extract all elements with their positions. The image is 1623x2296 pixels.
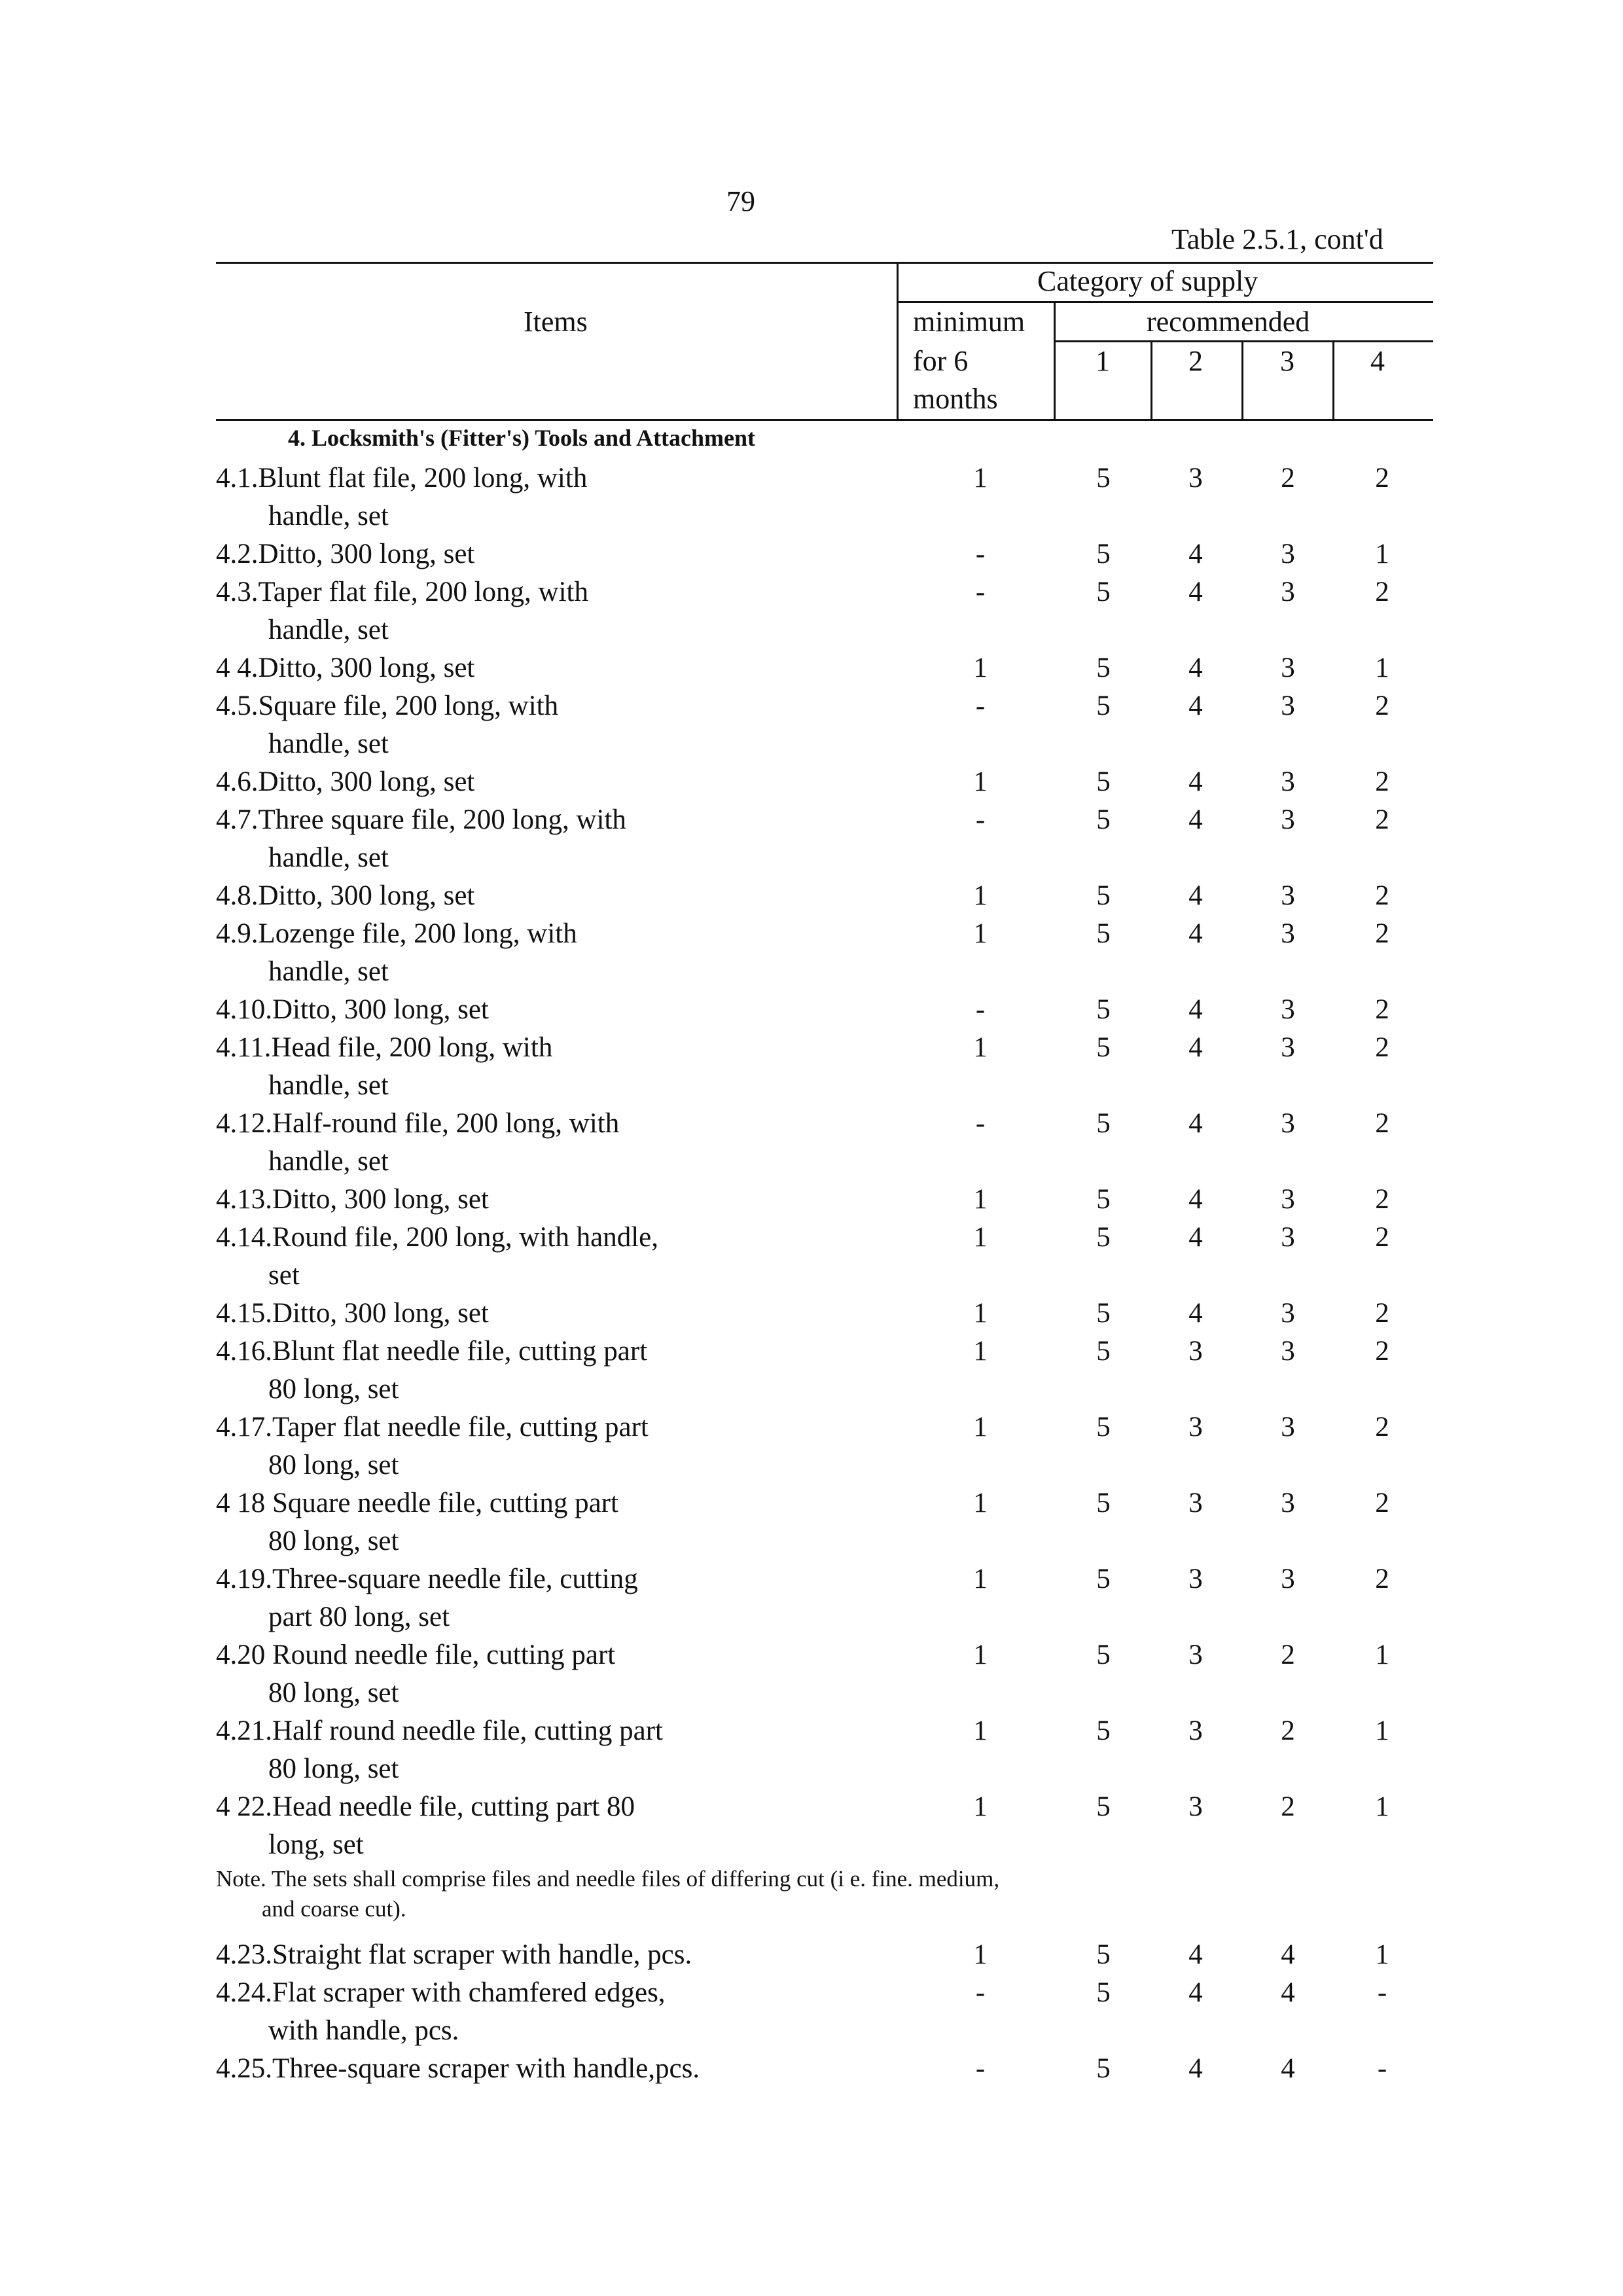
recommended-cat1-value: 5 — [1096, 1032, 1111, 1063]
item-description — [216, 1484, 805, 1560]
recommended-cat3-value: 4 — [1281, 2053, 1295, 2084]
recommended-cat4-value: 2 — [1375, 766, 1389, 797]
minimum-value: 1 — [973, 918, 988, 949]
item-line: 4.8.Ditto, 300 long, set — [216, 880, 475, 911]
item-line: handle, set — [268, 728, 389, 759]
item-line: 4 4.Ditto, 300 long, set — [216, 653, 475, 683]
recommended-cat2-value: 4 — [1188, 2053, 1203, 2084]
page-number: 79 — [726, 185, 755, 217]
item-description — [216, 1712, 805, 1788]
item-line: 4.23.Straight flat scraper with handle, pcs. — [216, 1939, 692, 1970]
recommended-cat2-value: 3 — [1188, 1412, 1203, 1443]
recommended-cat1-value: 5 — [1096, 1184, 1111, 1215]
table-top-rule — [216, 262, 1433, 264]
item-description — [216, 1295, 805, 1333]
minimum-value: - — [975, 577, 986, 607]
recommended-cat2-value: 4 — [1188, 766, 1203, 797]
minimum-value: - — [975, 994, 986, 1025]
item-description — [216, 1333, 805, 1408]
recommended-cat3-value: 3 — [1281, 804, 1295, 835]
table-reference: Table 2.5.1, cont'd — [1171, 223, 1383, 255]
recommended-cat2-value: 4 — [1188, 918, 1203, 949]
recommended-cat4-value: - — [1377, 2053, 1387, 2084]
table-row — [216, 1974, 1459, 2050]
table-row — [216, 1936, 1459, 1974]
item-line: handle, set — [268, 1070, 389, 1101]
recommended-cat4-value: 2 — [1375, 918, 1389, 949]
recommended-cat4-value: 2 — [1375, 1222, 1389, 1253]
minimum-value: 1 — [973, 1488, 988, 1518]
recommended-cat3-value: 3 — [1281, 1108, 1295, 1139]
item-line: part 80 long, set — [268, 1602, 450, 1632]
recommended-cat1-value: 5 — [1096, 539, 1111, 569]
recommended-cat1-value: 5 — [1096, 1488, 1111, 1518]
recommended-cat4-value: 1 — [1375, 1791, 1389, 1822]
recommended-cat3-value: 3 — [1281, 691, 1295, 721]
recommended-cat4-value: 1 — [1375, 539, 1389, 569]
recommended-cat3-value: 3 — [1281, 1032, 1295, 1063]
recommended-cat2-value: 3 — [1188, 1564, 1203, 1594]
items-divider — [897, 262, 899, 421]
recommended-cat2-value: 3 — [1188, 1715, 1203, 1746]
item-description — [216, 1936, 805, 1974]
table-note — [216, 1864, 999, 1924]
recommended-cat4-value: 2 — [1375, 1488, 1389, 1518]
table-row — [216, 649, 1459, 687]
recommended-cat1-value: 5 — [1096, 1977, 1111, 2008]
table-row — [216, 1484, 1459, 1560]
table-row — [216, 573, 1459, 649]
item-line: 4.12.Half-round file, 200 long, with — [216, 1108, 620, 1139]
recommended-cat1-value: 5 — [1096, 1412, 1111, 1443]
recommended-cat4-value: 1 — [1375, 1715, 1389, 1746]
recommended-cat2-value: 3 — [1188, 1336, 1203, 1367]
table-row — [216, 877, 1459, 915]
item-line: 4 22.Head needle file, cutting part 80 — [216, 1791, 635, 1822]
item-description — [216, 1560, 805, 1636]
recommended-cat4-value: 2 — [1375, 1298, 1389, 1329]
item-description — [216, 1219, 805, 1295]
column-4-header: 4 — [1370, 345, 1385, 377]
item-line: handle, set — [268, 956, 389, 987]
item-line: handle, set — [268, 615, 389, 645]
minimum-header-line2: for 6 — [913, 345, 969, 377]
table-row — [216, 1408, 1459, 1484]
minimum-value: 1 — [973, 1564, 988, 1594]
recommended-cat3-value: 3 — [1281, 1412, 1295, 1443]
minimum-value: 1 — [973, 1184, 988, 1215]
recommended-cat2-value: 4 — [1188, 804, 1203, 835]
recommended-cat4-value: 2 — [1375, 1108, 1389, 1139]
table-row — [216, 535, 1459, 573]
recommended-cat4-value: 2 — [1375, 577, 1389, 607]
recommended-cat2-value: 3 — [1188, 463, 1203, 493]
table-row — [216, 915, 1459, 991]
item-description — [216, 763, 805, 801]
item-line: 4.13.Ditto, 300 long, set — [216, 1184, 489, 1215]
recommended-cat4-value: 2 — [1375, 1032, 1389, 1063]
item-line: 4.3.Taper flat file, 200 long, with — [216, 577, 588, 607]
item-line: 4.1.Blunt flat file, 200 long, with — [216, 463, 588, 493]
table-row — [216, 1029, 1459, 1105]
item-line: 80 long, set — [268, 1753, 399, 1784]
minimum-value: 1 — [973, 1715, 988, 1746]
column-3-header: 3 — [1280, 345, 1294, 377]
table-row — [216, 459, 1459, 535]
item-description — [216, 687, 805, 763]
item-description — [216, 877, 805, 915]
table-row — [216, 1219, 1459, 1295]
item-description — [216, 2050, 805, 2088]
item-description — [216, 535, 805, 573]
recommended-cat4-value: 2 — [1375, 463, 1389, 493]
item-description — [216, 459, 805, 535]
section-heading: 4. Locksmith's (Fitter's) Tools and Attachment — [288, 425, 756, 451]
table-row — [216, 1333, 1459, 1408]
item-line: long, set — [268, 1829, 364, 1860]
minimum-value: - — [975, 539, 986, 569]
table-row — [216, 687, 1459, 763]
item-line: 80 long, set — [268, 1526, 399, 1556]
recommended-cat1-value: 5 — [1096, 1108, 1111, 1139]
table-row — [216, 1788, 1459, 1864]
item-line: 4.20 Round needle file, cutting part — [216, 1640, 616, 1670]
category-rule — [897, 301, 1433, 303]
item-description — [216, 801, 805, 877]
item-line: 4.25.Three-square scraper with handle,pcs. — [216, 2053, 700, 2084]
item-line: 4.24.Flat scraper with chamfered edges, — [216, 1977, 666, 2008]
recommended-rule — [1054, 340, 1433, 342]
recommended-cat3-value: 3 — [1281, 994, 1295, 1025]
recommended-cat3-value: 2 — [1281, 1791, 1295, 1822]
category-of-supply-header: Category of supply — [1037, 265, 1258, 297]
item-description — [216, 991, 805, 1029]
recommended-cat2-value: 3 — [1188, 1488, 1203, 1518]
recommended-cat1-value: 5 — [1096, 1939, 1111, 1970]
recommended-cat1-value: 5 — [1096, 1715, 1111, 1746]
recommended-cat3-value: 3 — [1281, 653, 1295, 683]
table-row — [216, 1181, 1459, 1219]
recommended-cat1-value: 5 — [1096, 653, 1111, 683]
recommended-cat2-value: 4 — [1188, 1298, 1203, 1329]
recommended-cat3-value: 3 — [1281, 1298, 1295, 1329]
item-line: 4.6.Ditto, 300 long, set — [216, 766, 475, 797]
recommended-header: recommended — [1147, 306, 1310, 338]
item-description — [216, 1029, 805, 1105]
recommended-cat4-value: 2 — [1375, 1564, 1389, 1594]
minimum-value: 1 — [973, 1032, 988, 1063]
recommended-cat2-value: 4 — [1188, 577, 1203, 607]
table-row — [216, 801, 1459, 877]
minimum-value: 1 — [973, 1412, 988, 1443]
item-line: handle, set — [268, 842, 389, 873]
recommended-cat3-value: 3 — [1281, 577, 1295, 607]
recommended-cat4-value: 2 — [1375, 994, 1389, 1025]
recommended-cat3-value: 3 — [1281, 1184, 1295, 1215]
item-description — [216, 915, 805, 991]
minimum-value: 1 — [973, 880, 988, 911]
recommended-cat3-value: 3 — [1281, 766, 1295, 797]
recommended-cat3-value: 3 — [1281, 1222, 1295, 1253]
recommended-cat3-value: 3 — [1281, 1336, 1295, 1367]
table-row — [216, 2050, 1459, 2088]
table-row — [216, 1636, 1459, 1712]
header-bottom-rule — [216, 419, 1433, 421]
item-line: 4.5.Square file, 200 long, with — [216, 691, 559, 721]
recommended-cat1-value: 5 — [1096, 918, 1111, 949]
item-line: with handle, pcs. — [268, 2015, 459, 2046]
item-line: 4.9.Lozenge file, 200 long, with — [216, 918, 577, 949]
recommended-cat2-value: 4 — [1188, 691, 1203, 721]
item-description — [216, 1105, 805, 1181]
item-line: 80 long, set — [268, 1450, 399, 1480]
recommended-cat1-value: 5 — [1096, 2053, 1111, 2084]
minimum-divider — [1054, 301, 1056, 421]
item-line: 4.2.Ditto, 300 long, set — [216, 539, 475, 569]
recommended-cat2-value: 4 — [1188, 1222, 1203, 1253]
items-header: Items — [524, 306, 588, 338]
recommended-cat4-value: 2 — [1375, 1184, 1389, 1215]
recommended-cat2-value: 3 — [1188, 1640, 1203, 1670]
item-line: set — [268, 1260, 300, 1291]
recommended-cat1-value: 5 — [1096, 1222, 1111, 1253]
minimum-value: 1 — [973, 1222, 988, 1253]
recommended-cat1-value: 5 — [1096, 880, 1111, 911]
minimum-value: - — [975, 691, 986, 721]
col1-col2-divider — [1150, 340, 1152, 421]
recommended-cat4-value: 1 — [1375, 653, 1389, 683]
minimum-value: - — [975, 1977, 986, 2008]
note-line-1: Note. The sets shall comprise files and needle files of differing cut (i e. fine. medium, — [216, 1866, 1000, 1892]
note-line-2: and coarse cut). — [262, 1896, 406, 1922]
recommended-cat4-value: 1 — [1375, 1939, 1389, 1970]
recommended-cat3-value: 3 — [1281, 539, 1295, 569]
recommended-cat2-value: 4 — [1188, 1108, 1203, 1139]
minimum-value: 1 — [973, 463, 988, 493]
recommended-cat4-value: 2 — [1375, 804, 1389, 835]
item-description — [216, 1408, 805, 1484]
table-row — [216, 991, 1459, 1029]
column-1-header: 1 — [1096, 345, 1110, 377]
recommended-cat2-value: 4 — [1188, 994, 1203, 1025]
table-row — [216, 763, 1459, 801]
item-description — [216, 649, 805, 687]
item-line: 80 long, set — [268, 1677, 399, 1708]
recommended-cat3-value: 3 — [1281, 918, 1295, 949]
recommended-cat4-value: 2 — [1375, 1336, 1389, 1367]
item-line: 4.17.Taper flat needle file, cutting part — [216, 1412, 649, 1443]
item-line: 4.21.Half round needle file, cutting part — [216, 1715, 664, 1746]
recommended-cat1-value: 5 — [1096, 766, 1111, 797]
recommended-cat2-value: 4 — [1188, 539, 1203, 569]
recommended-cat2-value: 4 — [1188, 1977, 1203, 2008]
recommended-cat4-value: 2 — [1375, 691, 1389, 721]
recommended-cat1-value: 5 — [1096, 804, 1111, 835]
minimum-value: 1 — [973, 653, 988, 683]
minimum-value: 1 — [973, 1640, 988, 1670]
minimum-value: 1 — [973, 766, 988, 797]
minimum-header-line3: months — [913, 383, 998, 415]
table-row — [216, 1105, 1459, 1181]
recommended-cat3-value: 2 — [1281, 463, 1295, 493]
recommended-cat3-value: 3 — [1281, 1488, 1295, 1518]
item-line: 4.7.Three square file, 200 long, with — [216, 804, 626, 835]
recommended-cat1-value: 5 — [1096, 577, 1111, 607]
recommended-cat1-value: 5 — [1096, 1640, 1111, 1670]
recommended-cat4-value: 2 — [1375, 1412, 1389, 1443]
recommended-cat2-value: 4 — [1188, 880, 1203, 911]
minimum-value: - — [975, 1108, 986, 1139]
minimum-value: 1 — [973, 1336, 988, 1367]
recommended-cat3-value: 4 — [1281, 1939, 1295, 1970]
recommended-cat1-value: 5 — [1096, 994, 1111, 1025]
minimum-value: - — [975, 804, 986, 835]
item-description — [216, 1788, 805, 1864]
recommended-cat1-value: 5 — [1096, 463, 1111, 493]
recommended-cat2-value: 4 — [1188, 1184, 1203, 1215]
recommended-cat4-value: - — [1377, 1977, 1387, 2008]
item-description — [216, 1974, 805, 2050]
recommended-cat4-value: 2 — [1375, 880, 1389, 911]
recommended-cat1-value: 5 — [1096, 1791, 1111, 1822]
item-line: 4.11.Head file, 200 long, with — [216, 1032, 553, 1063]
recommended-cat3-value: 2 — [1281, 1715, 1295, 1746]
col2-col3-divider — [1241, 340, 1243, 421]
item-line: handle, set — [268, 501, 389, 531]
recommended-cat1-value: 5 — [1096, 1336, 1111, 1367]
recommended-cat1-value: 5 — [1096, 691, 1111, 721]
recommended-cat2-value: 4 — [1188, 653, 1203, 683]
item-line: handle, set — [268, 1146, 389, 1177]
recommended-cat3-value: 2 — [1281, 1640, 1295, 1670]
item-line: 4 18 Square needle file, cutting part — [216, 1488, 618, 1518]
item-line: 4.15.Ditto, 300 long, set — [216, 1298, 489, 1329]
item-line: 4.10.Ditto, 300 long, set — [216, 994, 489, 1025]
recommended-cat3-value: 3 — [1281, 1564, 1295, 1594]
minimum-value: 1 — [973, 1298, 988, 1329]
recommended-cat3-value: 4 — [1281, 1977, 1295, 2008]
minimum-value: 1 — [973, 1791, 988, 1822]
recommended-cat2-value: 4 — [1188, 1939, 1203, 1970]
column-2-header: 2 — [1188, 345, 1203, 377]
recommended-cat2-value: 3 — [1188, 1791, 1203, 1822]
item-description — [216, 573, 805, 649]
table-row — [216, 1295, 1459, 1333]
recommended-cat2-value: 4 — [1188, 1032, 1203, 1063]
item-line: 80 long, set — [268, 1374, 399, 1405]
col3-col4-divider — [1332, 340, 1334, 421]
item-line: 4.14.Round file, 200 long, with handle, — [216, 1222, 658, 1253]
minimum-header-line1: minimum — [913, 306, 1026, 338]
item-line: 4.19.Three-square needle file, cutting — [216, 1564, 638, 1594]
item-line: 4.16.Blunt flat needle file, cutting part — [216, 1336, 648, 1367]
item-description — [216, 1636, 805, 1712]
minimum-value: 1 — [973, 1939, 988, 1970]
table-row — [216, 1712, 1459, 1788]
recommended-cat3-value: 3 — [1281, 880, 1295, 911]
recommended-cat1-value: 5 — [1096, 1564, 1111, 1594]
item-description — [216, 1181, 805, 1219]
table-row — [216, 1560, 1459, 1636]
minimum-value: - — [975, 2053, 986, 2084]
recommended-cat1-value: 5 — [1096, 1298, 1111, 1329]
recommended-cat4-value: 1 — [1375, 1640, 1389, 1670]
